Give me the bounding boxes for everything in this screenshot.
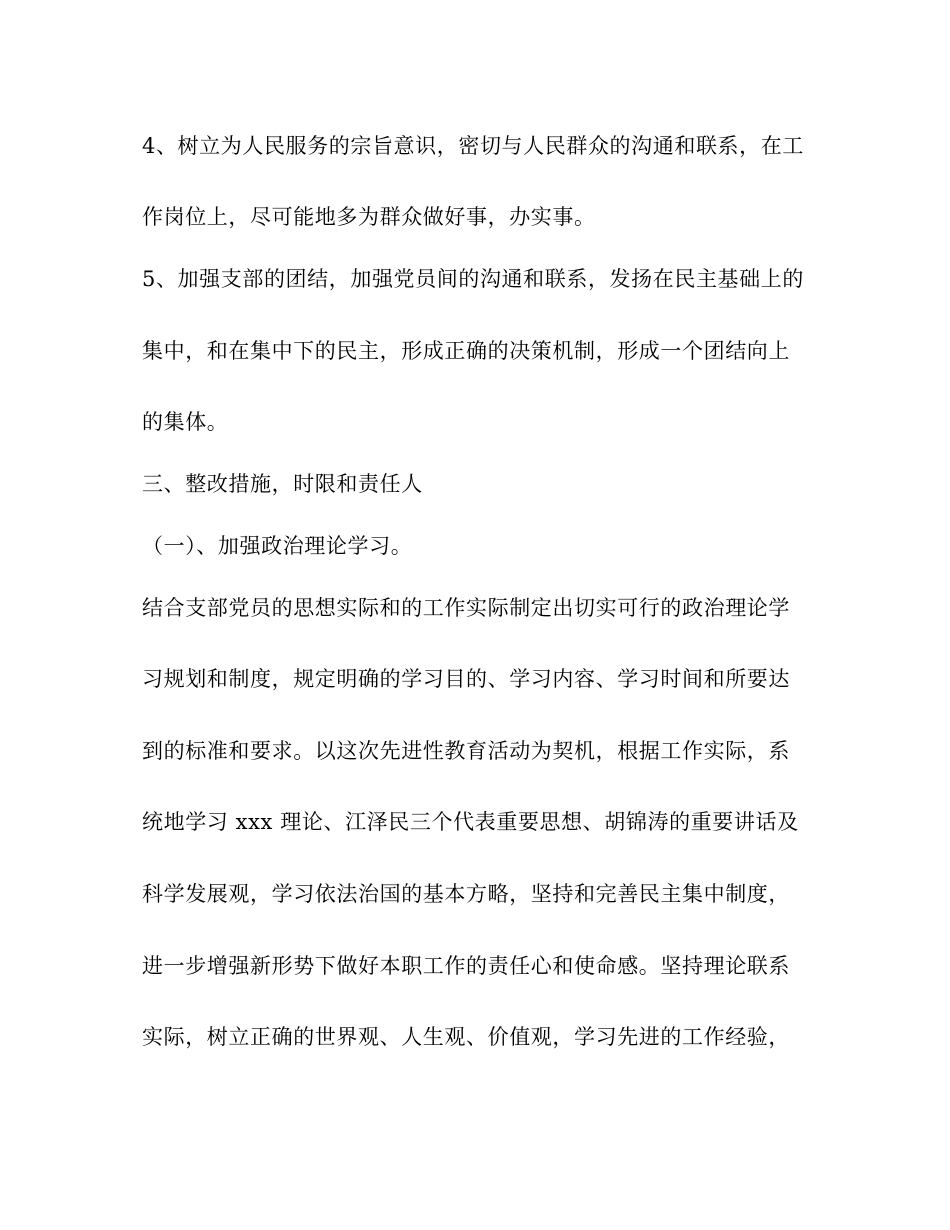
text-line: 作岗位上，尽可能地多为群众做好事，办实事。	[142, 205, 596, 229]
text-line: 5、加强支部的团结，加强党员间的沟通和联系，发扬在民主基础上的	[142, 267, 804, 291]
text-line: 习规划和制度，规定明确的学习目的、学习内容、学习时间和所要达	[142, 667, 790, 691]
section-heading: 三、整改措施，时限和责任人	[142, 472, 423, 496]
text-line: 统地学习 xxx 理论、江泽民三个代表重要思想、胡锦涛的重要讲话及	[142, 810, 799, 834]
text-line: 的集体。	[142, 410, 229, 434]
text-line: 集中，和在集中下的民主，形成正确的决策机制，形成一个团结向上	[142, 339, 790, 363]
text-line: 科学发展观，学习依法治国的基本方略，坚持和完善民主集中制度，	[142, 882, 790, 906]
text-line: 进一步增强新形势下做好本职工作的责任心和使命感。坚持理论联系	[142, 954, 790, 978]
subsection-heading: （一）、加强政治理论学习。	[142, 534, 413, 558]
text-line: 实际，树立正确的世界观、人生观、价值观，学习先进的工作经验，	[142, 1025, 790, 1049]
text-line: 到的标准和要求。以这次先进性教育活动为契机，根据工作实际，系	[142, 739, 790, 763]
text-line: 4、树立为人民服务的宗旨意识，密切与人民群众的沟通和联系，在工	[142, 134, 804, 158]
text-line: 结合支部党员的思想实际和的工作实际制定出切实可行的政治理论学	[142, 596, 790, 620]
